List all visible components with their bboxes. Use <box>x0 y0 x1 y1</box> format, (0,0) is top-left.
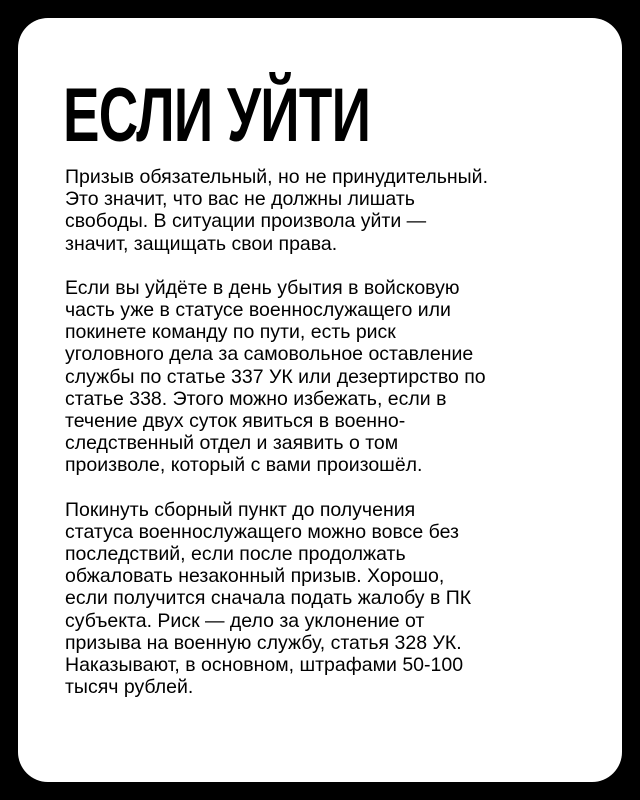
paragraph-1 <box>65 166 585 255</box>
page-title: ЕСЛИ УЙТИ <box>63 73 371 158</box>
text-line: последствий, если после продолжать <box>65 543 406 566</box>
text-line: часть уже в статусе военнослужащего или <box>65 299 451 322</box>
text-line: уголовного дела за самовольное оставление <box>65 343 474 366</box>
article-body <box>65 166 585 698</box>
text-line: статье 338. Этого можно избежать, если в <box>65 387 447 410</box>
text-line: статуса военнослужащего можно вовсе без <box>65 520 459 543</box>
text-line: Призыв обязательный, но не принудительный. <box>65 166 488 188</box>
text-line: покинете команду по пути, есть риск <box>65 321 396 344</box>
text-line: Наказывают, в основном, штрафами 50-100 <box>65 654 464 677</box>
text-line: свободы. В ситуации произвола уйти — <box>65 210 427 233</box>
text-line: службы по статье 337 УК или дезертирство по <box>65 365 486 388</box>
paragraph-3 <box>65 499 585 699</box>
text-line: Это значит, что вас не должны лишать <box>65 188 415 211</box>
text-line: произволе, который с вами произошёл. <box>65 454 423 477</box>
content-card <box>18 18 622 782</box>
text-line: Если вы уйдёте в день убытия в войсковую <box>65 276 460 299</box>
text-line: если получится сначала подать жалобу в ПК <box>65 587 472 610</box>
text-line: субъекта. Риск — дело за уклонение от <box>65 609 425 632</box>
text-line: тысяч рублей. <box>65 676 194 699</box>
text-line: Покинуть сборный пункт до получения <box>65 498 416 521</box>
text-line: призыва на военную службу, статья 328 УК. <box>65 631 462 654</box>
text-line: значит, защищать свои права. <box>65 232 338 255</box>
text-line: следственный отдел и заявить о том <box>65 432 399 455</box>
paragraph-2 <box>65 277 585 477</box>
text-line: обжаловать незаконный призыв. Хорошо, <box>65 565 445 588</box>
text-line: течение двух суток явиться в военно- <box>65 410 406 433</box>
